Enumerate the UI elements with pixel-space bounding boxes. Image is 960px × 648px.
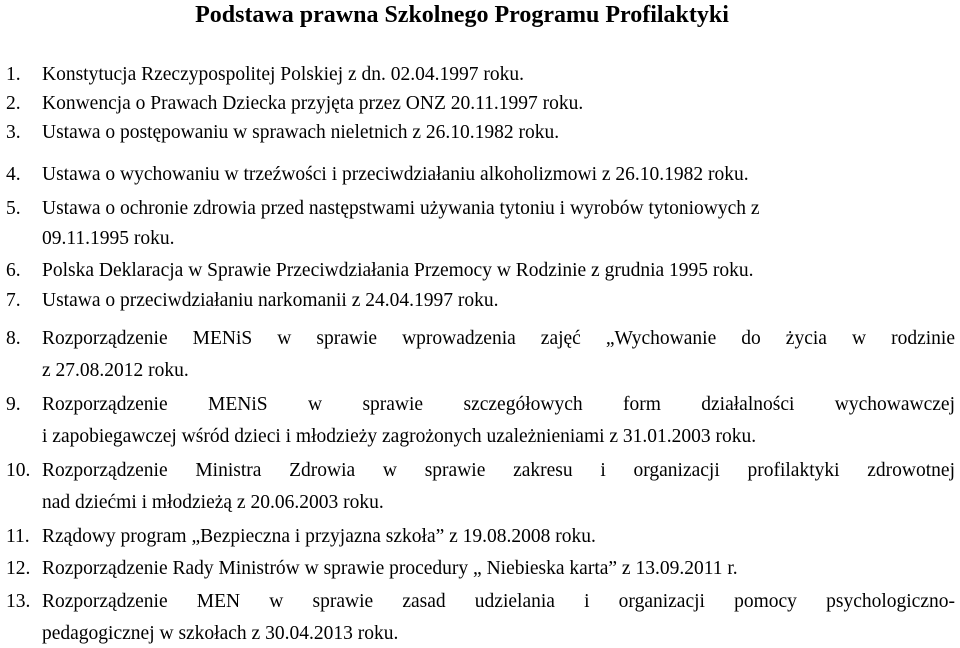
list-item-text: Ustawa o wychowaniu w trzeźwości i przeciwdziałaniu alkoholizmowi z 26.10.1982 roku. [42,164,749,185]
list-item-number: 6. [6,260,21,281]
list-item-text: Ustawa o przeciwdziałaniu narkomanii z 24.04.1997 roku. [42,290,499,311]
list-item-number: 9. [6,394,21,415]
list-item-text: Konwencja o Prawach Dziecka przyjęta przez ONZ 20.11.1997 roku. [42,93,584,114]
page-title: Podstawa prawna Szkolnego Programu Profilaktyki [195,2,729,28]
list-item-text: Ustawa o postępowaniu w sprawach nieletnich z 26.10.1982 roku. [42,122,560,143]
list-item-number: 4. [6,164,21,185]
list-item-text-continuation: pedagogicznej w szkołach z 30.04.2013 roku. [42,623,399,644]
list-item-text: Konstytucja Rzeczypospolitej Polskiej z dn. 02.04.1997 roku. [42,64,525,85]
list-item-text: Ustawa o ochronie zdrowia przed następstwami używania tytoniu i wyrobów tytoniowych z [42,198,760,219]
list-item-number: 13. [6,591,31,612]
list-item-text: Rozporządzenie MENiS w sprawie wprowadzenia zajęć „Wychowanie do życia w rodzinie [42,328,955,349]
list-item-text: Rządowy program „Bezpieczna i przyjazna szkoła” z 19.08.2008 roku. [42,526,596,547]
list-item-text-continuation: i zapobiegawczej wśród dzieci i młodzieży zagrożonych uzależnieniami z 31.01.2003 roku. [42,426,757,447]
list-item-number: 2. [6,93,21,114]
list-item-text: Polska Deklaracja w Sprawie Przeciwdziałania Przemocy w Rodzinie z grudnia 1995 roku. [42,260,754,281]
list-item-number: 11. [6,526,30,547]
list-item-number: 10. [6,460,31,481]
list-item-number: 12. [6,558,31,579]
list-item-number: 8. [6,328,21,349]
list-item-text: Rozporządzenie Rady Ministrów w sprawie procedury „ Niebieska karta” z 13.09.2011 r. [42,558,738,579]
list-item-text-continuation: z 27.08.2012 roku. [42,360,189,381]
list-item-number: 1. [6,64,21,85]
list-item-text-continuation: 09.11.1995 roku. [42,228,175,249]
list-item-text: Rozporządzenie Ministra Zdrowia w sprawie zakresu i organizacji profilaktyki zdrowotnej [42,460,955,481]
list-item-number: 5. [6,198,21,219]
list-item-number: 7. [6,290,21,311]
list-item-text-continuation: nad dziećmi i młodzieżą z 20.06.2003 roku. [42,492,384,513]
list-item-text: Rozporządzenie MEN w sprawie zasad udzielania i organizacji pomocy psychologiczno- [42,591,955,612]
list-item-number: 3. [6,122,21,143]
list-item-text: Rozporządzenie MENiS w sprawie szczegółowych form działalności wychowawczej [42,394,955,415]
